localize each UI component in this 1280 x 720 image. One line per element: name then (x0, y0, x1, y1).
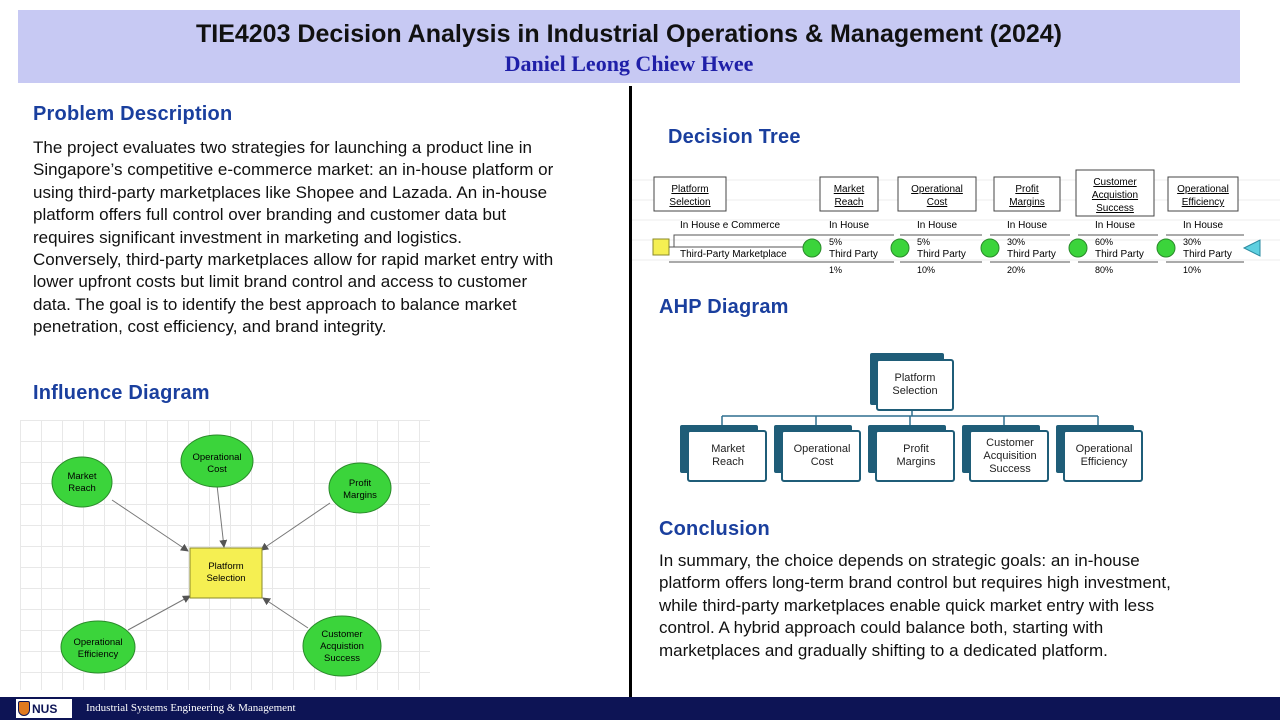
tree-header-label: Cost (926, 197, 948, 208)
poster-title: TIE4203 Decision Analysis in Industrial Operations & Management (2024) (195, 20, 1062, 48)
ahp-diagram (632, 340, 1280, 490)
conclusion-line: control. A hybrid approach could balance both, starting with (659, 618, 1104, 638)
arrow-operational-cost (217, 485, 224, 547)
ahp-criterion-label: Margins (896, 456, 936, 468)
tree-probability: 80% (1095, 265, 1114, 275)
conclusion-line: platform offers long-term brand control but requires high investment, (659, 573, 1171, 593)
tree-branch-label: Third Party (1007, 249, 1056, 260)
node-label: Success (324, 653, 360, 664)
problem-heading: Problem Description (33, 103, 233, 125)
node-label: Selection (206, 573, 246, 584)
tree-header-label: Customer (1093, 177, 1137, 188)
tree-probability: 10% (1183, 265, 1202, 275)
tree-probability: 5% (917, 237, 931, 247)
logo-text: NUS (32, 701, 58, 716)
node-label: Margins (343, 490, 377, 501)
ahp-criterion-label: Acquisition (983, 450, 1037, 462)
nus-logo (16, 699, 72, 718)
footer-bar (0, 697, 1280, 720)
tree-header-label: Margins (1009, 197, 1045, 208)
department-name: Industrial Systems Engineering & Management (86, 702, 296, 714)
tree-header-label: Profit (1015, 184, 1039, 195)
ahp-heading: AHP Diagram (659, 296, 789, 318)
tree-chance-node (803, 239, 821, 257)
problem-line: Conversely, third-party marketplaces allow for rapid market entry with (33, 250, 554, 270)
tree-branch-label: Third Party (917, 249, 966, 260)
tree-header-label: Market (833, 184, 865, 195)
problem-line: platform offers full control over branding and customer data but (33, 205, 507, 225)
ahp-goal-label: Selection (892, 385, 938, 397)
tree-probability: 30% (1183, 237, 1202, 247)
ahp-criterion-label: Operational (793, 443, 851, 455)
tree-probability: 60% (1095, 237, 1114, 247)
problem-line: penetration, cost efficiency, and brand integrity. (33, 317, 387, 337)
tree-branch-label: In House (1183, 220, 1224, 231)
ahp-criterion-label: Success (989, 463, 1031, 475)
node-label: Market (67, 471, 97, 482)
tree-branch-label: In House (1007, 220, 1048, 231)
tree-header-label: Reach (834, 197, 864, 208)
conclusion-line: In summary, the choice depends on strategic goals: an in-house (659, 551, 1140, 570)
tree-probability: 1% (829, 265, 843, 275)
tree-branch-label: In House e Commerce (680, 220, 781, 231)
conclusion-line: while third-party marketplaces enable quick market entry with less (659, 595, 1155, 615)
arrow-operational-efficiency (128, 596, 190, 630)
influence-heading: Influence Diagram (33, 382, 210, 404)
tree-branch-label: In House (917, 220, 958, 231)
problem-line: data. The goal is to identify the best approach to balance market (33, 294, 517, 314)
tree-branch-label: In House (1095, 220, 1136, 231)
tree-header-label: Success (1096, 203, 1134, 214)
influence-diagram (0, 0, 630, 697)
tree-probability: 30% (1007, 237, 1026, 247)
ahp-criterion-label: Customer (986, 437, 1034, 449)
decision-tree (632, 160, 1280, 280)
tree-branch-label: Third Party (1095, 249, 1144, 260)
node-label: Operational (192, 452, 242, 463)
node-label: Acquistion (320, 641, 364, 652)
tree-header-label: Efficiency (1181, 197, 1225, 208)
problem-line: The project evaluates two strategies for launching a product line in (33, 138, 532, 157)
tree-branch-label: Third Party (829, 249, 878, 260)
ahp-criterion-label: Reach (712, 456, 744, 468)
ahp-criterion-label: Cost (810, 456, 834, 468)
conclusion-line: marketplaces and gradually shifting to a dedicated platform. (659, 640, 1108, 660)
tree-chance-node (1069, 239, 1087, 257)
tree-probability: 20% (1007, 265, 1026, 275)
problem-line: using third-party marketplaces like Shopee and Lazada. An in-house (33, 182, 548, 202)
tree-chance-node (1157, 239, 1175, 257)
ahp-criterion-label: Market (711, 443, 745, 455)
ahp-criterion-label: Efficiency (1080, 456, 1128, 468)
tree-branch-label: In House (829, 220, 870, 231)
decision-tree-heading: Decision Tree (668, 126, 801, 148)
tree-chance-node (981, 239, 999, 257)
conclusion-heading: Conclusion (659, 518, 770, 540)
tree-probability: 10% (917, 265, 936, 275)
arrow-market-reach (112, 500, 188, 551)
author-name: Daniel Leong Chiew Hwee (504, 51, 754, 76)
crest-icon (18, 701, 30, 716)
tree-header-label: Selection (669, 197, 711, 208)
tree-branch-label: Third Party (1183, 249, 1232, 260)
tree-branch-label: Third-Party Marketplace (680, 249, 787, 260)
node-label: Cost (207, 464, 227, 475)
problem-line: requires significant investment in marketing and logistics. (33, 227, 462, 247)
ahp-criterion-label: Operational (1075, 443, 1133, 455)
tree-branch (669, 235, 812, 247)
node-market-reach (52, 457, 112, 507)
node-label: Customer (321, 629, 363, 640)
tree-terminal-node (1244, 240, 1260, 256)
ahp-goal-label: Platform (894, 372, 936, 384)
tree-header-label: Operational (1177, 184, 1229, 195)
arrow-profit-margins (261, 503, 330, 550)
tree-chance-node (891, 239, 909, 257)
tree-header-label: Operational (911, 184, 963, 195)
node-label: Profit (348, 478, 372, 489)
problem-line: lower upfront costs but limit brand control and access to customer (33, 272, 528, 292)
tree-header-label: Platform (671, 184, 709, 195)
problem-line: Singapore’s competitive e-commerce market: an in-house platform or (33, 160, 554, 180)
tree-header-label: Acquistion (1091, 190, 1139, 201)
node-label: Efficiency (77, 649, 119, 660)
ahp-criterion-label: Profit (903, 443, 929, 455)
conclusion-text (659, 550, 1259, 662)
arrow-customer-acquisition (263, 598, 308, 628)
tree-probability: 5% (829, 237, 843, 247)
node-label: Reach (68, 483, 96, 494)
tree-decision-node (653, 239, 669, 255)
node-label: Operational (73, 637, 123, 648)
node-label: Platform (208, 561, 244, 572)
